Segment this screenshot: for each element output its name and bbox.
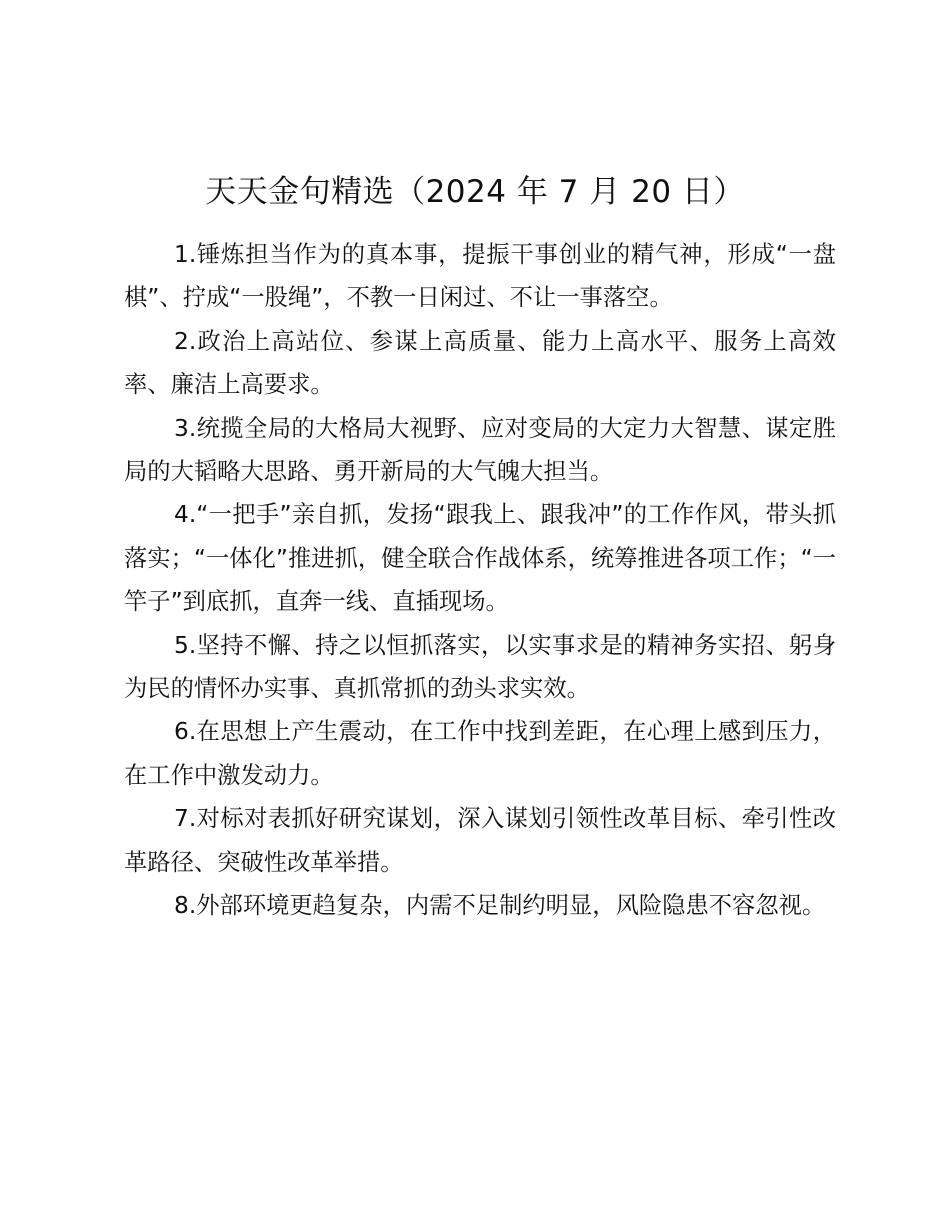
paragraph-5: 5.坚持不懈、持之以恒抓落实，以实事求是的精神务实招、躬身为民的情怀办实事、真抓常抓的劲头求实效。 [124,631,836,703]
paragraph-6: 6.在思想上产生震动，在工作中找到差距，在心理上感到压力，在工作中激发动力。 [124,718,836,789]
paragraph-8: 8.外部环境更趋复杂，内需不足制约明显，风险隐患不容忽视。 [174,892,826,920]
document-body [124,233,836,928]
paragraph-3: 3.统揽全局的大格局大视野、应对变局的大定力大智慧、谋定胜局的大韬略大思路、勇开新局的大气魄大担当。 [124,414,836,486]
paragraph-7: 7.对标对表抓好研究谋划，深入谋划引领性改革目标、牵引性改革路径、突破性改革举措。 [124,805,836,876]
paragraph-1: 1.锤炼担当作为的真本事，提振干事创业的精气神，形成“一盘棋”、拧成“一股绳”，不教一日闲过、不让一事落空。 [124,241,836,312]
document-title: 天天金句精选（2024 年 7 月 20 日） [205,174,745,210]
paragraph-2: 2.政治上高站位、参谋上高质量、能力上高水平、服务上高效率、廉洁上高要求。 [124,327,836,399]
paragraph-4: 4.“一把手”亲自抓，发扬“跟我上、跟我冲”的工作作风，带头抓落实；“一体化”推进抓，健全联合作战体系，统筹推进各项工作；“一竿子”到底抓，直奔一线、直插现场。 [124,501,836,616]
